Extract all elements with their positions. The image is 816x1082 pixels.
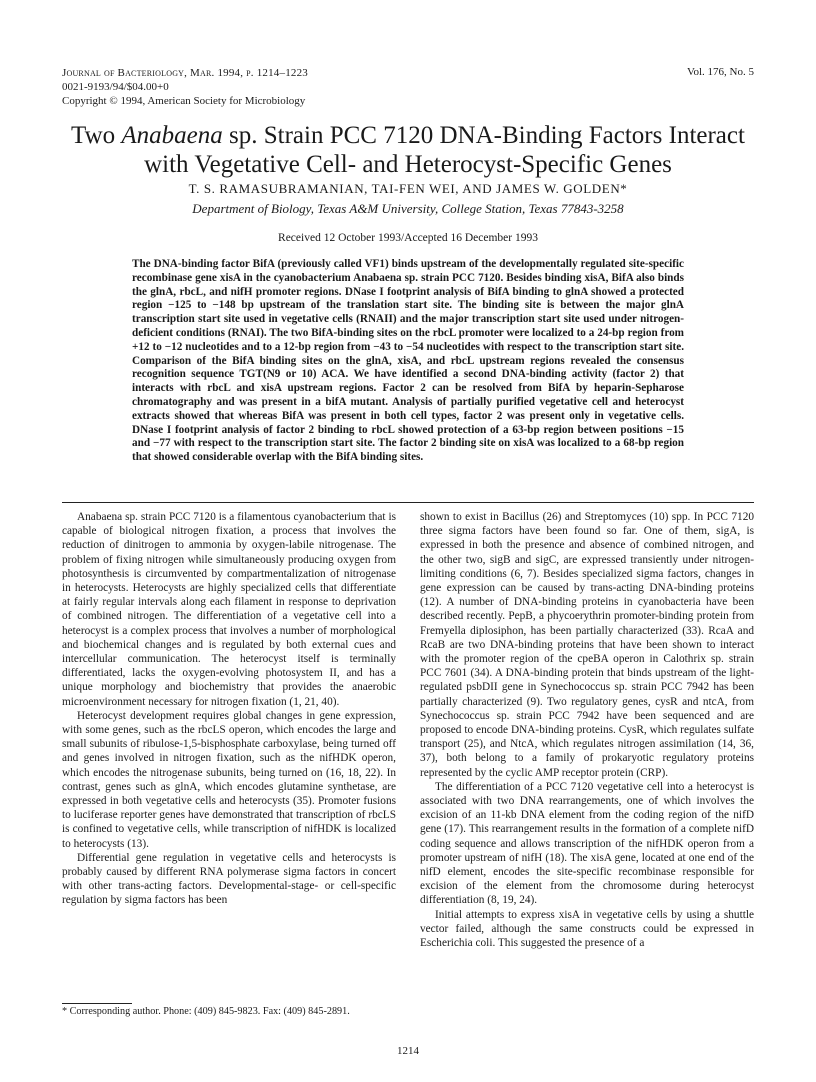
affiliation: Department of Biology, Texas A&M University, College Station, Texas 77843-3258 (192, 201, 624, 216)
paragraph: The differentiation of a PCC 7120 vegetative cell into a heterocyst is associated with two DNA rearrangements, one of which involves the excision of an 11-kb DNA element from the coding region of the nifD gene (17). This rearrangement results in the formation of a complete nifD coding sequence and allows transcription of the nifHDK operon from a promoter upstream of nifH (18). The xisA gene, located at one end of the nifD element, encodes the site-specific recombinase responsible for excision of the element from the chromosome during heterocyst differentiation (8, 19, 24). (420, 780, 754, 907)
page-number: 1214 (397, 1045, 419, 1057)
footnote-divider (62, 1003, 132, 1004)
paragraph: Initial attempts to express xisA in vegetative cells by using a shuttle vector failed, although the same constructs could be expressed in Escherichia coli. This suggested the presence of a (420, 908, 754, 950)
article-title (40, 121, 776, 179)
body-column-right (420, 510, 754, 950)
journal-citation: Journal of Bacteriology, Mar. 1994, p. 1214–1223 (62, 67, 309, 79)
corresponding-author-footnote: * Corresponding author. Phone: (409) 845-9823. Fax: (409) 845-2891. (62, 1006, 350, 1017)
paragraph: Differential gene regulation in vegetative cells and heterocysts is probably caused by different RNA polymerase sigma factors in concert with other trans-acting factors. Developmental-stage- or cell-specific regulation by sigma factors has been (62, 851, 396, 907)
section-divider (62, 502, 754, 503)
title-part: sp. Strain PCC 7120 DNA-Binding Factors Interact (222, 122, 745, 149)
received-dates: Received 12 October 1993/Accepted 16 December 1993 (278, 232, 538, 244)
title-part: Two (71, 122, 122, 149)
title-part-italic: Anabaena (121, 122, 223, 149)
paragraph: shown to exist in Bacillus (26) and Streptomyces (10) spp. In PCC 7120 three sigma factors have been found so far. One of them, sigA, is expressed in both the presence and absence of combined nitrogen, and the other two, sigB and sigC, are expressed transiently under nitrogen-limiting conditions (6, 7). Besides specialized sigma factors, changes in gene expression can be caused by trans-acting DNA-binding proteins (12). A number of DNA-binding proteins in cyanobacteria have been described recently. PepB, a phycoerythrin promoter-binding protein from Fremyella diplosiphon, has been partially characterized (33). RcaA and RcaB are two DNA-binding proteins that have been shown to interact with the promoter region of the cpeBA operon in Calothrix sp. strain PCC 7601 (34). A DNA-binding protein that binds upstream of the light-regulated psbDII gene in Synechococcus sp. strain PCC 7942 has been partially characterized (9). Two regulatory genes, cysR and ntcA, from Synechococcus sp. strain PCC 7942 have been sequenced and are proposed to encode DNA-binding proteins. CysR, which regulates sulfate transport (25), and NtcA, which regulates nitrogen assimilation (14, 36, 37), both belong to a family of prokaryotic regulatory proteins represented by the cyclic AMP receptor protein (CRP). (420, 511, 754, 779)
paragraph: Anabaena sp. strain PCC 7120 is a filamentous cyanobacterium that is capable of biological nitrogen fixation, a process that involves the reduction of dinitrogen to ammonia by oxygen-labile nitrogenase. The problem of fixing nitrogen while simultaneously producing oxygen from photosynthesis is circumvented by compartmentalization of nitrogenase in heterocysts. Heterocysts are highly specialized cells that differentiate at fairly regular intervals along each filament in response to deprivation of combined nitrogen. The differentiation of a vegetative cell into a heterocyst is a complex process that involves a number of morphological and biochemical changes and is regulated by both external cues and intercellular communication. The heterocyst itself is terminally differentiated, lacks the oxygen-evolving photosystem II, and has a unique morphology and biochemistry that provides the anaerobic microenvironment necessary for nitrogen fixation (1, 21, 40). (62, 511, 396, 708)
author-list: T. S. RAMASUBRAMANIAN, TAI-FEN WEI, AND JAMES W. GOLDEN* (188, 181, 628, 196)
paragraph: Heterocyst development requires global changes in gene expression, with some genes, such as the rbcLS operon, which encodes the large and small subunits of ribulose-1,5-bisphosphate carboxylase, being turned off and genes involved in nitrogen fixation, such as the nifHDK operon, which encodes the nitrogenase subunits, being turned on (16, 18, 22). In contrast, genes such as glnA, which encodes glutamine synthetase, are expressed in both vegetative cells and heterocysts (35). Promoter fusions to luciferase reporter genes have demonstrated that transcription of rbcLS is confined to vegetative cells, while transcription of nifHDK is localized to heterocysts (13). (62, 709, 396, 850)
abstract: The DNA-binding factor BifA (previously called VF1) binds upstream of the developmentally regulated site-specific recombinase gene xisA in the cyanobacterium Anabaena sp. strain PCC 7120. Besides binding xisA, BifA also binds the glnA, rbcL, and nifH promoter regions. DNase I footprint analysis of BifA binding to glnA showed a protected region −125 to −148 bp upstream of the translation start site. The binding site is between the major glnA transcription start site used in vegetative cells (RNAII) and the major transcription start site used under nitrogen-deficient conditions (RNAI). The two BifA-binding sites on the rbcL promoter were localized to a 24-bp region from +12 to −12 nucleotides and to a 12-bp region from −43 to −54 nucleotides with respect to the transcription start site. Comparison of the BifA binding sites on the glnA, xisA, and rbcL upstream regions revealed the consensus recognition sequence TGT(N9 or 10) ACA. We have identified a second DNA-binding activity (factor 2) that interacts with rbcL and xisA upstream regions. Factor 2 can be resolved from BifA by heparin-Sepharose chromatography and was present in a bifA mutant. Analysis of partially purified vegetative cell and heterocyst extracts showed that whereas BifA was present in both cell types, factor 2 was present only in vegetative cells. DNase I footprint analysis of factor 2 binding to rbcL showed protection of a 63-bp region between positions −15 and −77 with respect to the transcription start site. The factor 2 binding site on xisA was localized to a 68-bp region that showed considerable overlap with the BifA binding sites. (132, 258, 684, 464)
volume-issue: Vol. 176, No. 5 (686, 66, 754, 78)
title-line-2: with Vegetative Cell- and Heterocyst-Specific Genes (144, 151, 672, 178)
copyright-line: Copyright © 1994, American Society for Microbiology (62, 95, 306, 107)
running-header (62, 66, 308, 108)
body-column-left (62, 510, 396, 908)
issn-code: 0021-9193/94/$04.00+0 (62, 81, 169, 93)
